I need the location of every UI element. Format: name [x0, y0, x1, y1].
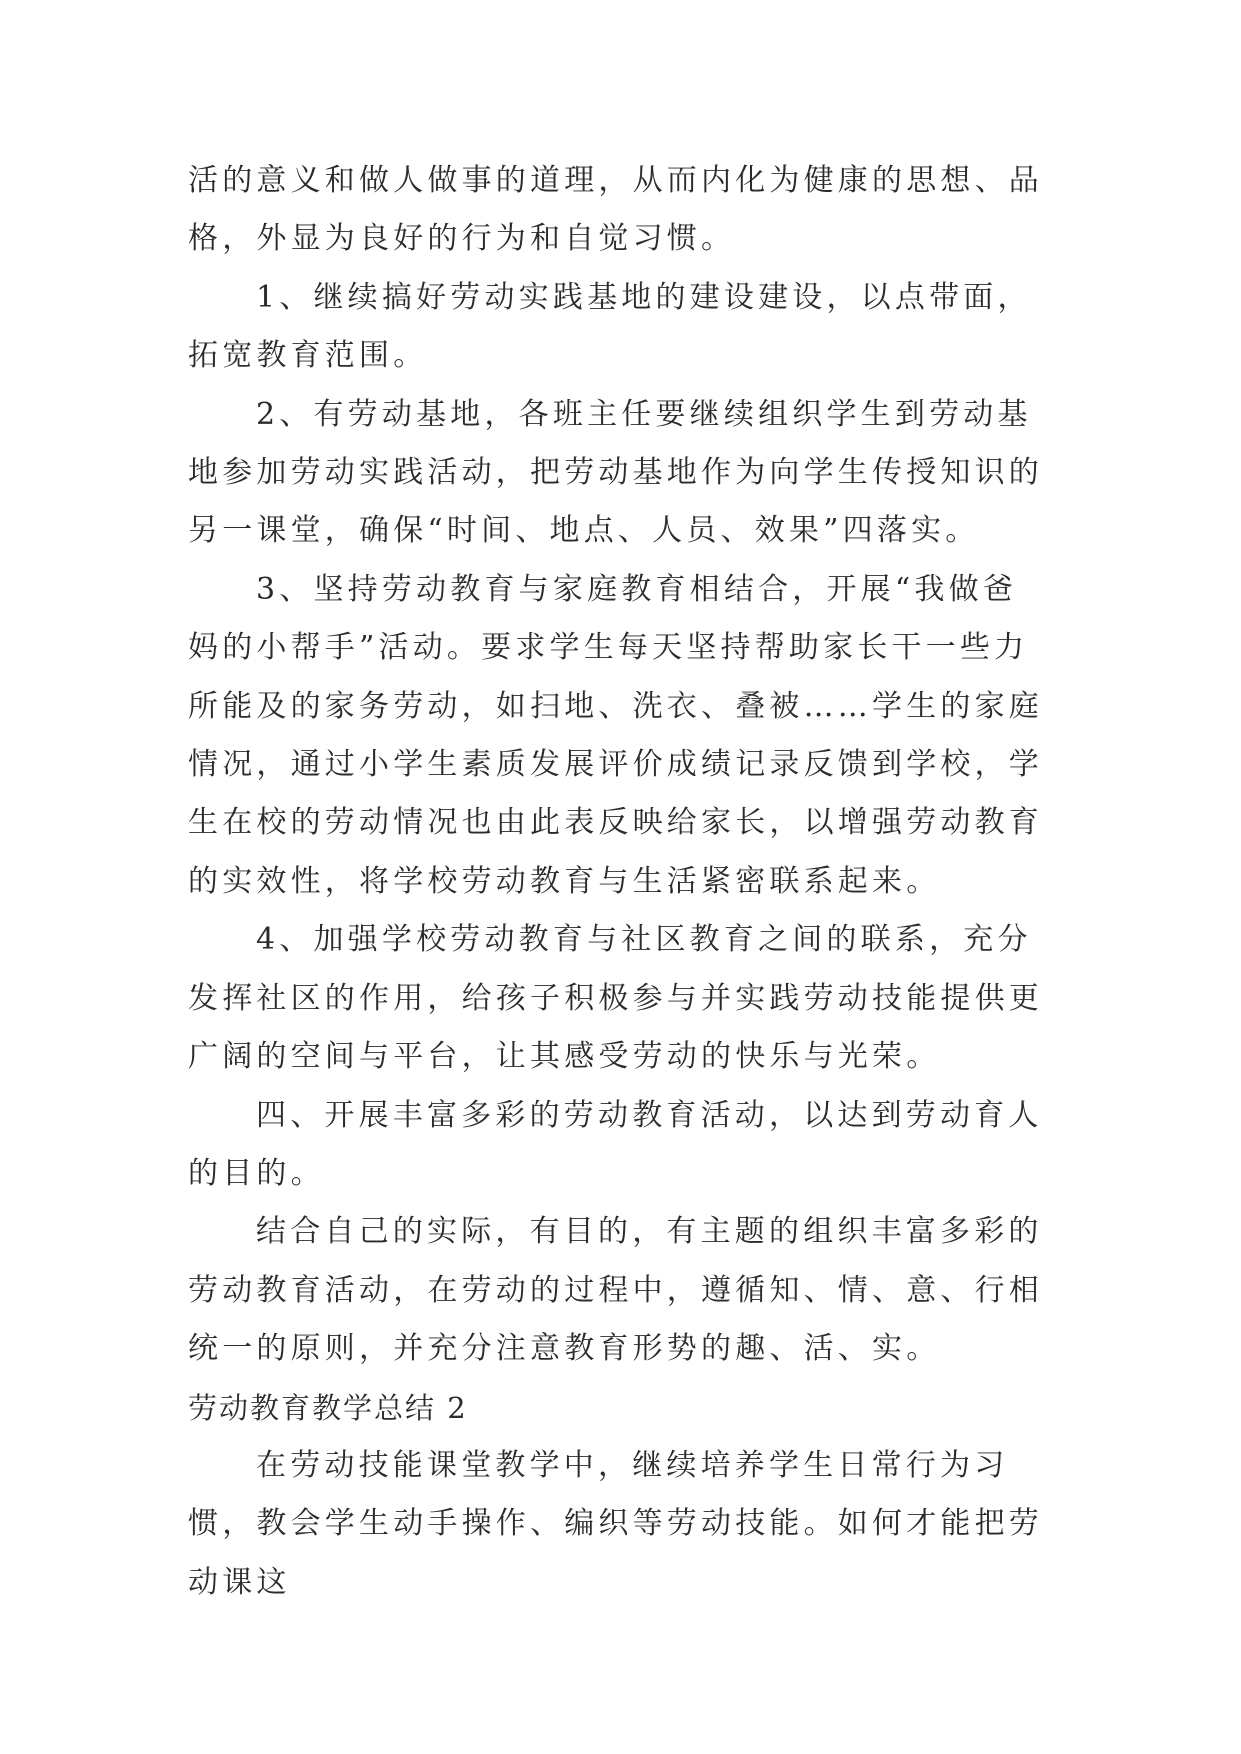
paragraph-conclusion: 结合自己的实际，有目的，有主题的组织丰富多彩的劳动教育活动，在劳动的过程中，遵循知、情、意、行相统一的原则，并充分注意教育形势的趣、活、实。	[188, 1214, 1043, 1367]
paragraph-continuation: 活的意义和做人做事的道理，从而内化为健康的思想、品格，外显为良好的行为和自觉习惯。	[188, 163, 1043, 257]
paragraph-item-4: 4、加强学校劳动教育与社区教育之间的联系，充分发挥社区的作用，给孩子积极参与并实践劳动技能提供更广阔的空间与平台，让其感受劳动的快乐与光荣。	[188, 922, 1043, 1075]
paragraph-item-3: 3、坚持劳动教育与家庭教育相结合，开展“我做爸妈的小帮手”活动。要求学生每天坚持帮助家长干一些力所能及的家务劳动，如扫地、洗衣、叠被……学生的家庭情况，通过小学生素质发展评价成绩记录反馈到学校，学生在校的劳动情况也由此表反映给家长，以增强劳动教育的实效性，将学校劳动教育与生活紧密联系起来。	[188, 571, 1043, 899]
document-body	[188, 152, 1048, 1612]
paragraph-item-2: 2、有劳动基地，各班主任要继续组织学生到劳动基地参加劳动实践活动，把劳动基地作为向学生传授知识的另一课堂，确保“时间、地点、人员、效果”四落实。	[188, 396, 1043, 549]
paragraph-item-1: 1、继续搞好劳动实践基地的建设建设，以点带面，拓宽教育范围。	[188, 279, 1032, 374]
paragraph-section-4: 四、开展丰富多彩的劳动教育活动，以达到劳动育人的目的。	[188, 1097, 1043, 1191]
paragraph-summary-2: 在劳动技能课堂教学中，继续培养学生日常行为习惯，教会学生动手操作、编织等劳动技能。如何才能把劳动课这	[188, 1447, 1043, 1600]
section-heading: 劳动教育教学总结 2	[188, 1390, 468, 1425]
